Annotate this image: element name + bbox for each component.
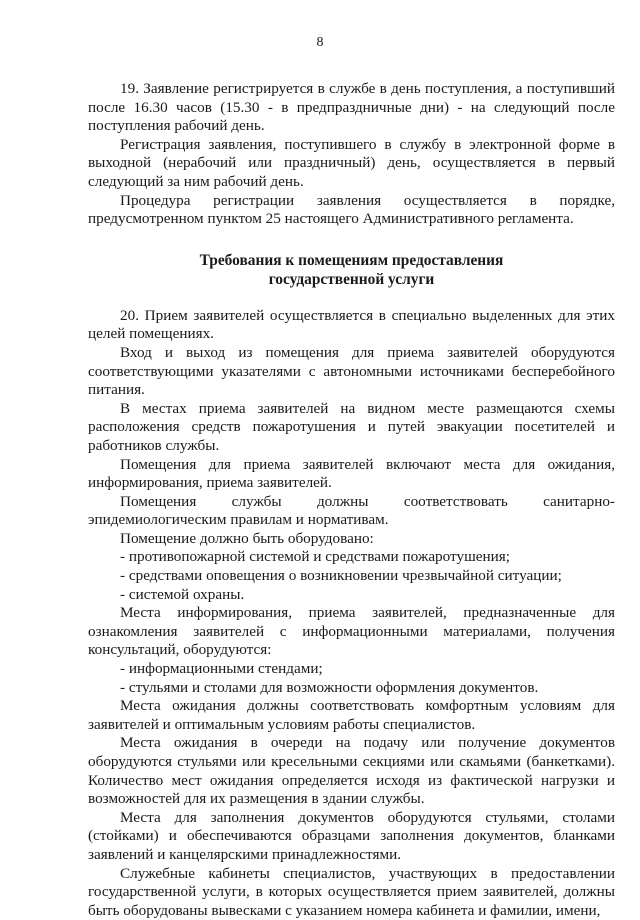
list-item-emergency-alert: - средствами оповещения о возникновении чрезвычайной ситуации; xyxy=(120,567,562,585)
list-item-chairs-tables: - стульями и столами для возможности оформления документов. xyxy=(120,678,539,696)
document-body xyxy=(88,80,615,920)
paragraph-registration-procedure: Процедура регистрации заявления осуществляется в порядке, предусмотренном пунктом 25 настоящего Административного регламента. xyxy=(88,191,615,228)
paragraph-entrance-exit: Вход и выход из помещения для приема заявителей оборудуются соответствующими указателями с автономными источниками бесперебойного питания. xyxy=(88,343,615,399)
paragraph-sanitary-rules: Помещения службы должны соответствовать санитарно-эпидемиологическим правилам и нормативам. xyxy=(88,492,615,529)
page-number: 8 xyxy=(316,35,324,50)
section-heading xyxy=(88,251,615,289)
paragraph-evacuation-schemes: В местах приема заявителей на видном месте размещаются схемы расположения средств пожаротушения и путей эвакуации посетителей и работников службы. xyxy=(88,399,615,454)
paragraph-19: 19. Заявление регистрируется в службе в день поступления, а поступивший после 16.30 часов (15.30 - в предпраздничные дни) - на следующий после поступления рабочий день. xyxy=(88,80,615,135)
list-item-security-system: - системой охраны. xyxy=(120,585,245,603)
list-item-info-stands: - информационными стендами; xyxy=(120,660,323,678)
paragraph-20: 20. Прием заявителей осуществляется в специально выделенных для этих целей помещениях. xyxy=(88,306,615,343)
paragraph-waiting-queue: Места ожидания в очереди на подачу или получение документов оборудуются стульями или кресельными секциями или скамьями (банкетками). Количество мест ожидания определяется исходя из фактической нагрузки и возможностей для их размещения в здании службы. xyxy=(88,734,615,808)
paragraph-filling-documents: Места для заполнения документов оборудуются стульями, столами (стойками) и обеспечиваются образцами заполнения документов, бланками заявлений и канцелярскими принадлежностями. xyxy=(88,808,615,863)
paragraph-waiting-comfort: Места ожидания должны соответствовать комфортным условиям для заявителей и оптимальным условиям работы специалистов. xyxy=(88,697,615,733)
section-heading-line2: государственной услуги xyxy=(268,270,435,288)
paragraph-electronic-registration: Регистрация заявления, поступившего в службу в электронной форме в выходной (нерабочий или праздничный) день, осуществляется в первый следующий за ним рабочий день. xyxy=(88,135,615,190)
section-heading-line1: Требования к помещениям предоставления xyxy=(199,251,504,269)
list-item-fire-system: - противопожарной системой и средствами пожаротушения; xyxy=(120,548,510,566)
paragraph-equipment-intro: Помещение должно быть оборудовано: xyxy=(120,529,374,547)
paragraph-premises-include: Помещения для приема заявителей включают места для ожидания, информирования, приема заявителей. xyxy=(88,455,615,492)
paragraph-information-places: Места информирования, приема заявителей, предназначенные для ознакомления заявителей с информационными материалами, получения консультаций, оборудуются: xyxy=(88,604,615,659)
paragraph-office-signs: Служебные кабинеты специалистов, участвующих в предоставлении государственной услуги, в которых осуществляется прием заявителей, должны быть оборудованы вывесками с указанием номера кабинета и фамилии, имени, xyxy=(88,864,615,919)
